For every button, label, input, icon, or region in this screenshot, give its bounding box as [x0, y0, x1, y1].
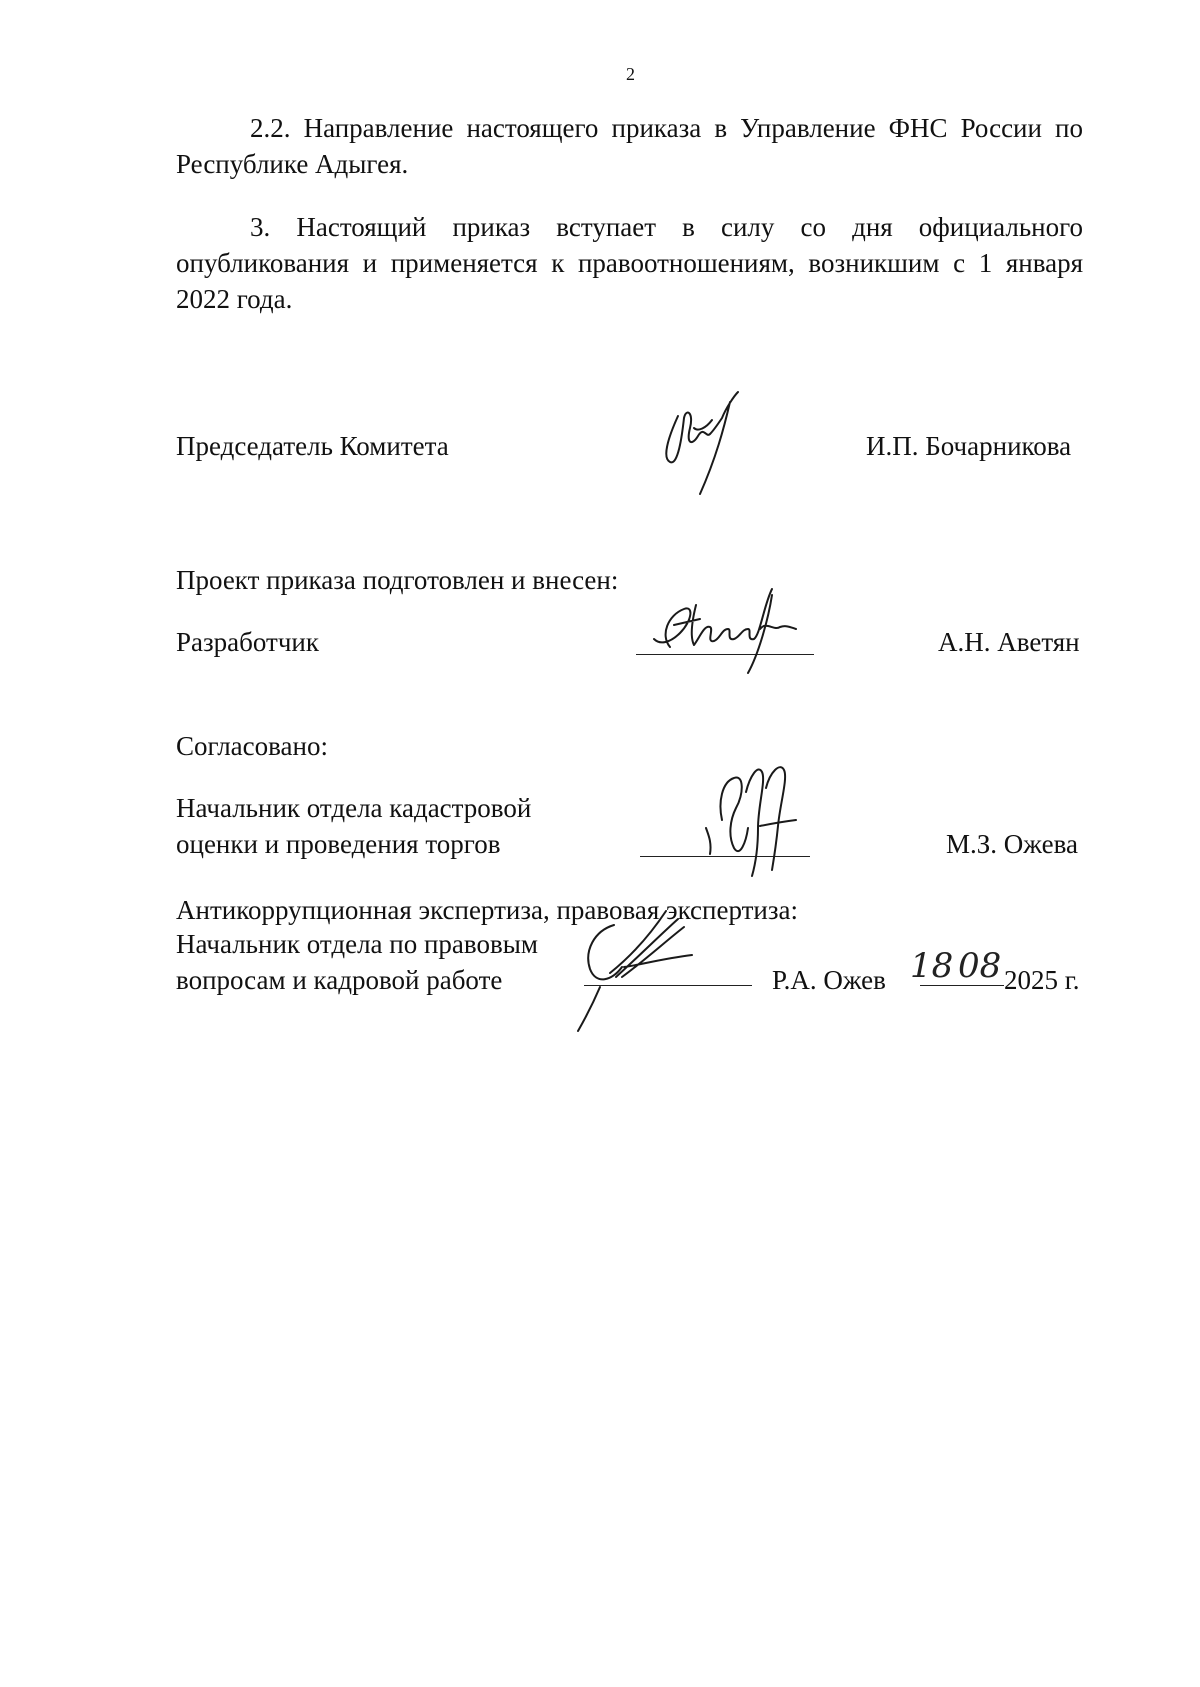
date-day: 18	[910, 946, 954, 986]
chair-signature	[660, 388, 750, 498]
prepared-heading: Проект приказа подготовлен и внесен:	[176, 565, 619, 595]
cadastral-signature	[700, 758, 810, 878]
date-year: 2025 г.	[1004, 965, 1080, 995]
chair-name: И.П. Бочарникова	[866, 431, 1072, 461]
expertise-heading: Антикоррупционная экспертиза, правовая экспертиза:	[176, 895, 799, 925]
developer-signature	[640, 585, 820, 675]
legal-title-line-1: Начальник отдела по правовым	[176, 929, 538, 959]
agreed-heading: Согласовано:	[176, 731, 328, 761]
paragraph-2-2-line-1: 2.2. Направление настоящего приказа в Управление ФНС России по	[250, 113, 1083, 143]
paragraph-3-line-3: 2022 года.	[176, 284, 293, 314]
paragraph-3-line-2: опубликования и применяется к правоотношениям, возникшим с 1 января	[176, 248, 1083, 278]
developer-name: А.Н. Аветян	[938, 627, 1080, 657]
chair-title: Председатель Комитета	[176, 431, 449, 461]
cadastral-title-line-2: оценки и проведения торгов	[176, 829, 501, 859]
cadastral-title-line-1: Начальник отдела кадастровой	[176, 793, 532, 823]
legal-title-line-2: вопросам и кадровой работе	[176, 965, 503, 995]
cadastral-name: М.З. Ожева	[946, 829, 1078, 859]
legal-name: Р.А. Ожев	[772, 965, 886, 995]
page-number: 2	[626, 64, 635, 84]
paragraph-2-2-line-2: Республике Адыгея.	[176, 149, 409, 179]
paragraph-3-line-1: 3. Настоящий приказ вступает в силу со дня официального	[250, 212, 1083, 242]
legal-signature	[570, 905, 720, 1035]
date-month: 08	[958, 946, 1002, 986]
developer-title: Разработчик	[176, 627, 319, 657]
